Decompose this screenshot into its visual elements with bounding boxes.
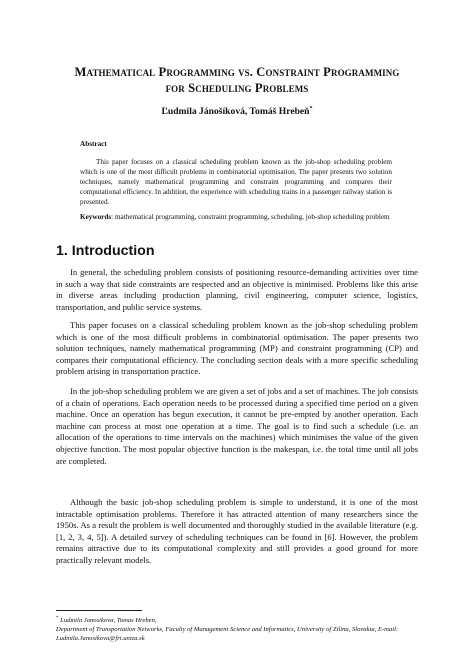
keywords: [80, 212, 392, 222]
abstract-heading: Abstract: [80, 140, 107, 148]
author-names: Ľudmila Jánošíková, Tomáš Hrebeň: [161, 106, 310, 118]
footnote-affiliation: Department of Transportation Networks, Faculty of Management Science and Informatics, University of Zilina, Slovakia, E-mail: Ludmila.Janosikova@fri.uniza.sk: [56, 626, 399, 643]
footnote-authors: * Ludmila Janosikova, Tomas Hreben,: [56, 616, 157, 625]
paragraph: In general, the scheduling problem consists of positioning resource-demanding activities over time in such a way that side constraints are respected and an objective is minimised. Problems like this arise in diverse areas including production planning, civil engineering, computer science, logistics, transportation, and public service systems.: [56, 267, 418, 312]
paragraph: Although the basic job-shop scheduling problem is simple to understand, it is one of the most intractable optimisation problems. Therefore it has attracted attention of many researchers since the 1950s. As a result the problem is well documented and thoroughly studied in the available literature (e.g. [1, 2, 3, 4, 5]). A detailed survey of scheduling techniques can be found in [6]. However, the problem remains attractive due to its computational complexity and still provides a good ground for more practically relevant models.: [56, 497, 418, 565]
section-heading: 1. Introduction: [56, 243, 155, 259]
keywords-label: Keywords: [80, 213, 112, 221]
author-footnote-mark: *: [309, 106, 313, 112]
footnote-separator: [56, 610, 142, 611]
paragraph: This paper focuses on a classical scheduling problem known as the job-shop scheduling problem which is one of the most difficult problems in combinatorial optimisation. The paper presents two solution techniques, namely mathematical programming (MP) and constraint programming (CP) and compares their computational efficiency. The concluding section deals with a more specific scheduling problem arising in transportation practice.: [56, 320, 418, 377]
footnote: [56, 614, 418, 643]
title-line-2: for Scheduling Problems: [165, 81, 309, 95]
author-list: [40, 106, 434, 117]
title-line-1: Mathematical Programming vs. Constraint Programming: [74, 65, 400, 79]
keywords-text: : mathematical programming, constraint programming, scheduling, job-shop scheduling problem: [111, 213, 390, 221]
abstract-text: This paper focuses on a classical scheduling problem known as the job-shop scheduling problem which is one of the most difficult problems in combinatorial optimisation. The paper presents two solution techniques, namely mathematical programming and constraint programming and compares their computational efficiency. In addition, the experience with scheduling trains in a passenger railway station is presented.: [80, 158, 392, 206]
paper-title: [40, 64, 434, 96]
paragraph: In the job-shop scheduling problem we are given a set of jobs and a set of machines. The job consists of a chain of operations. Each operation needs to be processed during a specified time period on a given machine. Once an operation has begun execution, it cannot be pre-empted by another operation. Each machine can process at most one operation at a time. The goal is to find such a schedule (i.e. an allocation of the operations to time intervals on the machines) which minimises the value of the given objective function. The most popular objective function is the makespan, i.e. the total time until all jobs are completed.: [56, 386, 418, 466]
